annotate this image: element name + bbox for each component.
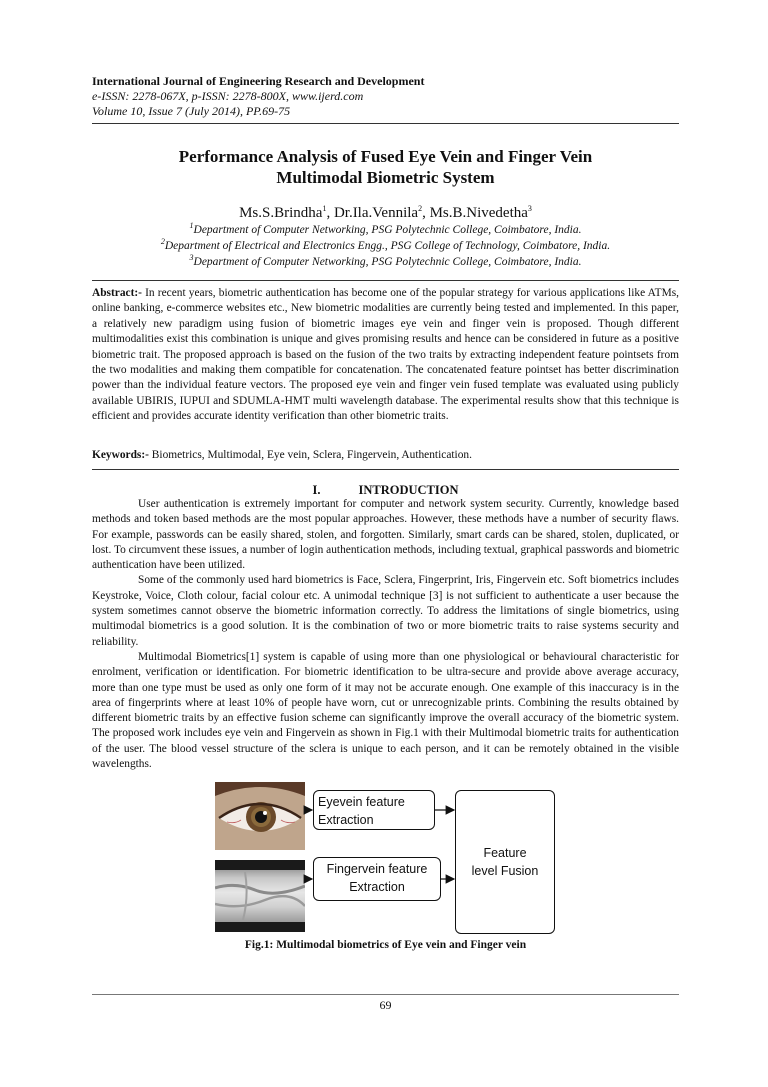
paragraph: User authentication is extremely important for computer and network system security. Currently, knowledge based methods and token based methods are the most popular approaches. However, these methods have a number of security flaws. For example, passwords can be easily shared, stolen, and forgotten. Similarly, smart cards can be shared, stolen, duplicated, or lost. To circumvent these issues, a number of login authentication methods, including textual, graphical passwords and biometric authentication have been utilized.: [92, 498, 679, 572]
abstract-text: In recent years, biometric authentication has become one of the popular strategy for various applications like ATMs, online banking, e-commerce websites etc., New biometric modalities are currently being tested and implemented. In this paper, a relatively new paradigm using fusion of biometric images eye vein and finger vein is proposed. Though different multimodalities exist this combination is unique and gives promising results and hence can be considered in future as a positive biometric trait. The proposed approach is based on the fusion of the two traits by extracting independent feature pointsets from the two modalities and making them compatible for concatenation. The concatenated feature pointset has better discrimination power than the individual feature vectors. The proposed eye vein and finger vein fused template was evaluated using publicly available UBIRIS, IUPUI and SDUMLA-HMT multi wavelength database. The experimental results show that this technique is efficient and provides accurate identity verification than other biometric traits.: [92, 287, 679, 423]
keywords: [92, 448, 679, 463]
section-number: I.: [312, 483, 321, 497]
eye-image: [215, 782, 305, 850]
feature-level-fusion-box: Feature level Fusion: [455, 790, 555, 934]
fingervein-feature-extraction-box: Fingervein feature Extraction: [313, 857, 441, 901]
figure-1: [215, 782, 555, 934]
journal-name: International Journal of Engineering Research and Development: [92, 74, 425, 88]
keywords-text: Biometrics, Multimodal, Eye vein, Sclera, Fingervein, Authentication.: [148, 449, 472, 461]
finger-vein-image: [215, 860, 305, 932]
abstract-label: Abstract:-: [92, 287, 142, 299]
footer-divider: [92, 994, 679, 995]
paper-title-line-1: Performance Analysis of Fused Eye Vein and Finger Vein: [178, 147, 593, 166]
paper-title: [92, 146, 679, 188]
abstract-top-divider: [92, 280, 679, 281]
page-number: 69: [379, 998, 392, 1012]
header-divider: [92, 123, 679, 124]
keywords-label: Keywords:-: [92, 449, 149, 461]
author-list: [92, 204, 679, 222]
journal-header: [92, 74, 682, 119]
paper-title-line-2: Multimodal Biometric System: [276, 168, 495, 187]
affiliation: $^3$Department of Computer Networking, PSG Polytechnic College, Coimbatore, India.: [189, 253, 582, 268]
introduction-body: [92, 497, 679, 772]
eyevein-feature-extraction-box: Eyevein feature Extraction: [313, 790, 435, 830]
paragraph: Multimodal Biometrics[1] system is capable of using more than one physiological or behavioural characteristic for enrolment, verification or identification. For biometric identification to be ultra-secure and provide above average accuracy, more than one type must be used as only one form of it may not be accurate enough. One example of this inaccuracy is in the area of fingerprints where at least 10% of people have worn, cut or unrecognizable prints. Combining the results obtained by different biometric traits by an effective fusion scheme can significantly improve the overall accuracy of the biometric system. The proposed work includes eye vein and Fingervein as shown in Fig.1 with their Multimodal biometric traits for authentication of the user. The blood vessel structure of the sclera is unique to each person, and it can be remotely obtained in the visible wavelengths.: [92, 650, 679, 771]
author: Ms.S.Brindha$^1$,: [239, 204, 334, 221]
paragraph: Some of the commonly used hard biometrics is Face, Sclera, Fingerprint, Iris, Fingervein etc. Soft biometrics includes Keystroke, Voice, Cloth colour, facial colour etc. A unimodal technique [3] is not sufficient to authenticate a user because the system sometimes cannot observe the biometric information correctly. To address the limitations of single biometrics, using multimodal biometrics is a good solution. It is the combination of two or more biometric traits to raise systems security and reliability.: [92, 574, 679, 648]
abstract: [92, 286, 679, 425]
author: Ms.B.Nivedetha$^3$: [429, 204, 532, 221]
affiliation: $^2$Department of Electrical and Electronics Engg., PSG College of Technology, Coimbatore, India.: [160, 237, 611, 252]
section-heading: [92, 482, 679, 498]
figure-caption: Fig.1: Multimodal biometrics of Eye vein and Finger vein: [244, 939, 527, 951]
affiliation-list: [92, 222, 679, 270]
author: Dr.Ila.Vennila$^2$,: [333, 204, 430, 221]
keywords-bottom-divider: [92, 469, 679, 470]
section-title: INTRODUCTION: [358, 483, 459, 497]
journal-issn: e-ISSN: 2278-067X, p-ISSN: 2278-800X, www.ijerd.com: [92, 89, 364, 103]
finger-vein-icon: [215, 860, 305, 932]
eye-icon: [215, 782, 305, 850]
affiliation: $^1$Department of Computer Networking, PSG Polytechnic College, Coimbatore, India.: [189, 221, 582, 236]
journal-volume: Volume 10, Issue 7 (July 2014), PP.69-75: [92, 104, 291, 118]
